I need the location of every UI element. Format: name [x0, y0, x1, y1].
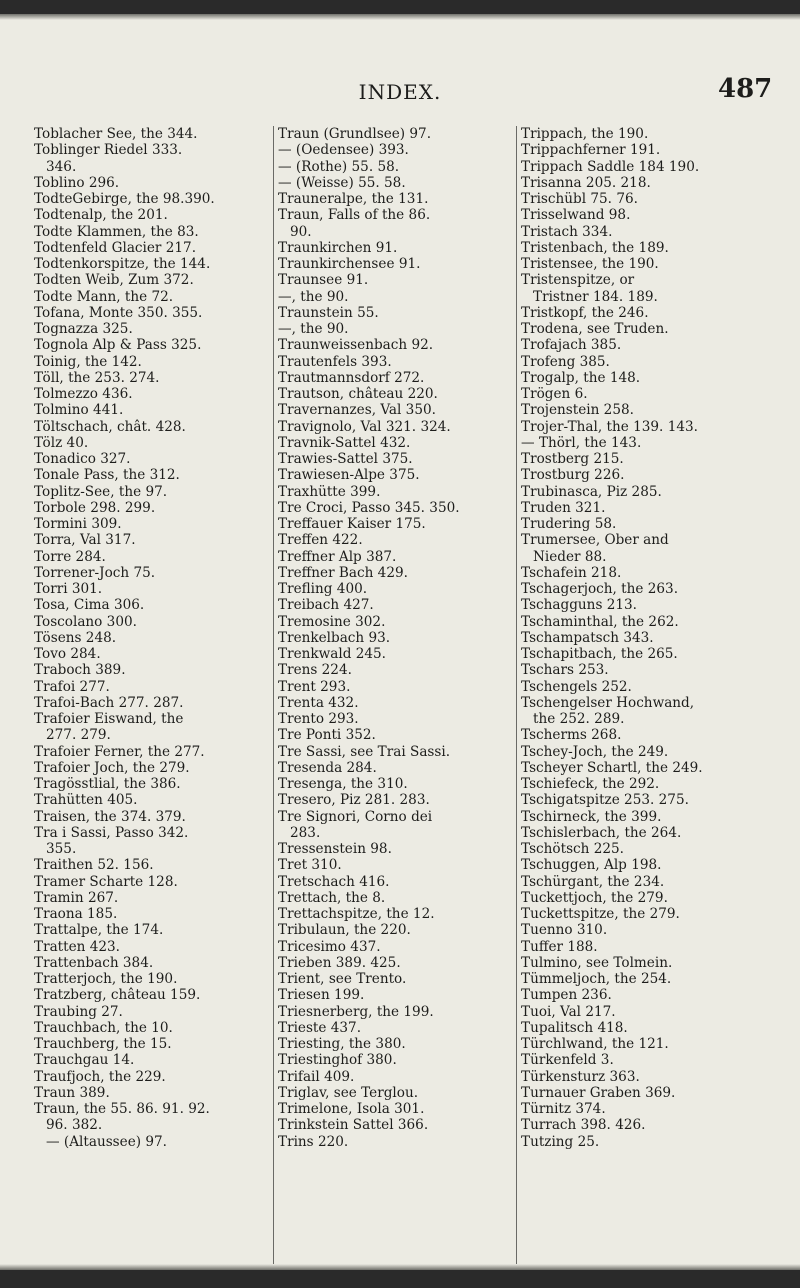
- index-entry: Tramin 267.: [34, 889, 119, 906]
- index-entry: Trettachspitze, the 12.: [278, 906, 435, 922]
- index-entry: Trenta 432.: [278, 694, 359, 711]
- index-entry: Trettach, the 8.: [278, 889, 386, 906]
- index-entry: Trautmannsdorf 272.: [278, 369, 425, 386]
- index-entry: Traunstein 55.: [278, 304, 379, 321]
- index-entry: Toblinger Riedel 333.: [34, 142, 183, 159]
- index-entry: Tratzberg, château 159.: [34, 987, 201, 1004]
- index-entry: Tormini 309.: [34, 516, 122, 532]
- index-entry: Tschigatspitze 253. 275.: [521, 792, 689, 809]
- index-entry: — Thörl, the 143.: [521, 434, 642, 451]
- index-entry: Todte Mann, the 72.: [34, 288, 174, 305]
- index-entry: Traun (Grundlsee) 97.: [278, 126, 432, 142]
- index-entry: Tschengelser Hochwand,: [521, 694, 695, 711]
- index-entry: Toplitz-See, the 97.: [34, 483, 168, 500]
- index-entry: Tschötsch 225.: [521, 841, 625, 857]
- index-entry: Tschürgant, the 234.: [521, 873, 665, 890]
- index-entry: Torre 284.: [34, 548, 106, 565]
- index-entry: Tognola Alp & Pass 325.: [34, 337, 202, 354]
- index-entry: Tristensee, the 190.: [521, 256, 659, 272]
- index-entry: Tschaminthal, the 262.: [521, 613, 679, 630]
- index-entry: Tristkopf, the 246.: [521, 304, 649, 321]
- index-entry: Trojenstein 258.: [521, 402, 634, 419]
- index-entry: Treffen 422.: [278, 532, 363, 549]
- index-entry: Tremosine 302.: [278, 613, 386, 630]
- index-entry: Tumpen 236.: [521, 987, 612, 1004]
- index-entry: Trawiesen-Alpe 375.: [278, 467, 420, 484]
- index-entry: Trögen 6.: [521, 386, 588, 402]
- index-entry: Tre Sassi, see Trai Sassi.: [278, 743, 451, 760]
- index-entry: Trimelone, Isola 301.: [278, 1101, 425, 1117]
- index-entry: Tösens 248.: [34, 629, 117, 646]
- index-entry: Tulmino, see Tolmein.: [521, 954, 673, 971]
- index-entry: Tolmezzo 436.: [34, 386, 133, 402]
- index-entry: Trautson, château 220.: [278, 386, 438, 402]
- index-entry: Treffner Bach 429.: [278, 564, 408, 581]
- index-entry: Traxhütte 399.: [278, 483, 381, 500]
- index-entry: Tschengels 252.: [521, 678, 632, 695]
- index-entry: Tschampatsch 343.: [521, 629, 654, 646]
- index-entry: Tresero, Piz 281. 283.: [278, 792, 430, 809]
- index-entry: Trento 293.: [278, 711, 359, 727]
- index-entry: Tschislerbach, the 264.: [521, 824, 682, 841]
- index-entry: Tschey-Joch, the 249.: [521, 743, 669, 760]
- index-entry: Triesen 199.: [278, 987, 365, 1004]
- index-entry: Traona 185.: [34, 906, 118, 922]
- index-entry: Tupalitsch 418.: [521, 1019, 628, 1036]
- index-entry: Trenkwald 245.: [278, 646, 386, 662]
- index-entry: Toblino 296.: [34, 174, 120, 191]
- index-entry: 277. 279.: [46, 727, 111, 744]
- index-entry: Tschagerjoch, the 263.: [521, 581, 679, 597]
- index-entry: Tutzing 25.: [521, 1133, 600, 1150]
- index-entry: Traunkirchen 91.: [278, 239, 398, 256]
- index-entry: Trauchbach, the 10.: [34, 1019, 173, 1036]
- index-entry: Turrach 398. 426.: [521, 1117, 646, 1134]
- index-entry: Tre Croci, Passo 345. 350.: [278, 499, 460, 516]
- index-entry: Trafoier Joch, the 279.: [34, 759, 190, 776]
- running-head: INDEX.: [358, 80, 442, 104]
- index-entry: 90.: [290, 223, 312, 240]
- index-entry: Traunweissenbach 92.: [278, 337, 434, 354]
- index-entry: Tscheyer Schartl, the 249.: [521, 759, 703, 776]
- index-entry: Töll, the 253. 274.: [34, 369, 160, 386]
- index-entry: Tschapitbach, the 265.: [521, 646, 678, 662]
- index-entry: 96. 382.: [46, 1117, 103, 1134]
- index-entry: Tschirneck, the 399.: [521, 808, 662, 825]
- index-entry: Tressenstein 98.: [278, 841, 392, 857]
- index-entry: Trauchberg, the 15.: [34, 1036, 172, 1052]
- index-entry: Trofeng 385.: [521, 353, 610, 370]
- index-entry: Trisselwand 98.: [521, 207, 631, 224]
- index-entry: Treibach 427.: [278, 597, 374, 614]
- index-entry: Trojer-Thal, the 139. 143.: [521, 418, 698, 435]
- index-entry: Tovo 284.: [34, 646, 101, 662]
- index-entry: — (Oedensee) 393.: [278, 142, 409, 159]
- index-entry: Tscherms 268.: [521, 727, 622, 744]
- index-entry: Türnitz 374.: [521, 1101, 606, 1117]
- index-entry: Torra, Val 317.: [34, 532, 136, 549]
- index-entry: Tra i Sassi, Passo 342.: [34, 824, 189, 841]
- index-entry: Tricesimo 437.: [278, 938, 381, 955]
- index-entry: Tragösstlial, the 386.: [34, 776, 181, 792]
- index-entry: Trieste 437.: [278, 1019, 362, 1036]
- index-entry: Triestinghof 380.: [278, 1052, 397, 1069]
- index-entry: Türkenfeld 3.: [521, 1052, 614, 1069]
- index-entry: Trifail 409.: [278, 1068, 355, 1085]
- index-entry: Türkensturz 363.: [521, 1068, 640, 1085]
- index-entry: Toblacher See, the 344.: [34, 126, 198, 142]
- index-entry: 355.: [46, 841, 77, 857]
- index-entry: Trafoier Ferner, the 277.: [34, 743, 205, 760]
- page-number: 487: [718, 74, 773, 104]
- index-entry: Tuckettspitze, the 279.: [521, 906, 680, 922]
- index-entry: Travernanzes, Val 350.: [278, 402, 436, 419]
- index-column-1: [34, 126, 268, 1266]
- index-entry: Torri 301.: [34, 581, 103, 597]
- index-entry: Trinkstein Sattel 366.: [278, 1117, 429, 1134]
- index-entry: 346.: [46, 158, 77, 175]
- index-entry: Trawies-Sattel 375.: [278, 451, 413, 467]
- index-entry: — (Altaussee) 97.: [46, 1133, 167, 1150]
- index-column-3: [516, 126, 783, 1266]
- index-entry: Trodena, see Truden.: [521, 321, 669, 337]
- index-entry: Trogalp, the 148.: [521, 369, 641, 386]
- index-entry: Todtenkorspitze, the 144.: [34, 256, 211, 272]
- index-entry: Triesting, the 380.: [278, 1036, 406, 1052]
- index-entry: Tonale Pass, the 312.: [34, 467, 180, 484]
- index-entry: Trattalpe, the 174.: [34, 922, 164, 939]
- index-entry: Trent 293.: [278, 678, 351, 695]
- index-entry: Tümmeljoch, the 254.: [521, 971, 672, 987]
- index-entry: Tuffer 188.: [521, 938, 598, 955]
- index-entry: Tretschach 416.: [278, 873, 390, 890]
- index-entry: Nieder 88.: [533, 548, 607, 565]
- index-entry: Trisanna 205. 218.: [521, 174, 651, 191]
- index-entry: Trauneralpe, the 131.: [278, 191, 429, 207]
- index-entry: Tuckettjoch, the 279.: [521, 889, 668, 906]
- index-entry: Traufjoch, the 229.: [34, 1068, 166, 1085]
- index-entry: Traubing 27.: [34, 1003, 123, 1020]
- index-entry: Traithen 52. 156.: [34, 857, 154, 874]
- index-entry: Trens 224.: [278, 662, 352, 679]
- index-entry: Töltschach, chât. 428.: [34, 418, 186, 435]
- scan-top-edge: [0, 0, 800, 14]
- index-entry: Trostberg 215.: [521, 451, 624, 467]
- index-entry: Tosa, Cima 306.: [34, 597, 145, 614]
- index-entry: Truden 321.: [521, 499, 606, 516]
- index-entry: Traunsee 91.: [278, 272, 369, 289]
- index-entry: Tschafein 218.: [521, 564, 622, 581]
- index-entry: Traisen, the 374. 379.: [34, 808, 186, 825]
- index-entry: Trofajach 385.: [521, 337, 622, 354]
- index-entry: Tristach 334.: [521, 223, 613, 240]
- index-entry: Treffner Alp 387.: [278, 548, 397, 565]
- index-entry: Toscolano 300.: [34, 613, 137, 630]
- index-column-2: [273, 126, 516, 1266]
- index-entry: Trenkelbach 93.: [278, 629, 391, 646]
- index-entry: Tresenga, the 310.: [278, 776, 408, 792]
- index-entry: Trient, see Trento.: [278, 971, 407, 987]
- index-entry: Tschuggen, Alp 198.: [521, 857, 662, 874]
- index-entry: Trafoier Eiswand, the: [34, 711, 184, 727]
- index-entry: Tschagguns 213.: [521, 597, 638, 614]
- index-entry: Todte Klammen, the 83.: [34, 223, 199, 240]
- index-entry: —, the 90.: [278, 321, 349, 337]
- index-entry: Trauchgau 14.: [34, 1052, 135, 1069]
- index-entry: Tolmino 441.: [34, 402, 124, 419]
- index-entry: Trins 220.: [278, 1133, 349, 1150]
- index-entry: Tölz 40.: [34, 434, 89, 451]
- index-entry: Trautenfels 393.: [278, 353, 392, 370]
- index-entry: Tratterjoch, the 190.: [34, 971, 178, 987]
- index-entry: Trubinasca, Piz 285.: [521, 483, 662, 500]
- scan-bottom-edge: [0, 1270, 800, 1288]
- index-entry: Traboch 389.: [34, 662, 126, 679]
- index-entry: Traunkirchensee 91.: [278, 256, 421, 272]
- index-entry: Travignolo, Val 321. 324.: [278, 418, 451, 435]
- index-entry: Tuoi, Val 217.: [521, 1003, 616, 1020]
- index-entry: Tresenda 284.: [278, 759, 377, 776]
- index-entry: Todtenfeld Glacier 217.: [34, 239, 197, 256]
- index-entry: Tret 310.: [278, 857, 342, 874]
- index-entry: Trefling 400.: [278, 581, 368, 597]
- index-entry: Trieben 389. 425.: [278, 954, 401, 971]
- index-entry: Türchlwand, the 121.: [521, 1036, 669, 1052]
- index-entry: — (Rothe) 55. 58.: [278, 158, 400, 175]
- index-entry: Treffauer Kaiser 175.: [278, 516, 426, 532]
- index-entry: Tribulaun, the 220.: [278, 922, 411, 939]
- index-entry: Tristenspitze, or: [521, 272, 635, 289]
- index-entry: Trahütten 405.: [34, 792, 138, 809]
- index-entry: the 252. 289.: [533, 711, 625, 727]
- index-entry: Tuenno 310.: [521, 922, 608, 939]
- index-entry: Traun, the 55. 86. 91. 92.: [34, 1101, 210, 1117]
- index-entry: Tre Ponti 352.: [278, 727, 376, 744]
- index-entry: Trattenbach 384.: [34, 954, 154, 971]
- index-entry: Todtenalp, the 201.: [34, 207, 168, 224]
- index-entry: Trafoi-Bach 277. 287.: [34, 694, 184, 711]
- index-entry: Tristenbach, the 189.: [521, 239, 669, 256]
- index-entry: —, the 90.: [278, 288, 349, 305]
- index-entry: Trippachferner 191.: [521, 142, 661, 159]
- index-entry: Traun 389.: [34, 1084, 110, 1101]
- index-entry: Tratten 423.: [34, 938, 120, 955]
- index-entry: Travnik-Sattel 432.: [278, 434, 411, 451]
- index-entry: Tre Signori, Corno dei: [278, 808, 433, 825]
- index-entry: Trafoi 277.: [34, 678, 110, 695]
- index-entry: Triesnerberg, the 199.: [278, 1003, 434, 1020]
- index-entry: Trudering 58.: [521, 516, 617, 532]
- index-entry: Traun, Falls of the 86.: [278, 207, 431, 224]
- index-entry: Tristner 184. 189.: [533, 288, 658, 305]
- index-entry: Tognazza 325.: [34, 321, 133, 337]
- index-entry: — (Weisse) 55. 58.: [278, 174, 406, 191]
- index-entry: Todten Weib, Zum 372.: [34, 272, 194, 289]
- index-entry: Tonadico 327.: [34, 451, 131, 467]
- index-entry: Trippach Saddle 184 190.: [521, 158, 700, 175]
- index-entry: 283.: [290, 824, 321, 841]
- index-entry: Tofana, Monte 350. 355.: [34, 304, 203, 321]
- index-entry: Tschiefeck, the 292.: [521, 776, 660, 792]
- index-entry: Trostburg 226.: [521, 467, 625, 484]
- index-entry: Triglav, see Terglou.: [278, 1084, 419, 1101]
- index-entry: Trumersee, Ober and: [521, 532, 669, 549]
- index-entry: Toinig, the 142.: [34, 353, 142, 370]
- index-entry: Trippach, the 190.: [521, 126, 649, 142]
- index-entry: Trischübl 75. 76.: [521, 191, 638, 207]
- index-entry: Torbole 298. 299.: [34, 499, 156, 516]
- index-entry: TodteGebirge, the 98.390.: [34, 191, 215, 207]
- index-entry: Torrener-Joch 75.: [34, 564, 156, 581]
- index-entry: Turnauer Graben 369.: [521, 1084, 676, 1101]
- index-entry: Tramer Scharte 128.: [34, 873, 178, 890]
- index-entry: Tschars 253.: [521, 662, 609, 679]
